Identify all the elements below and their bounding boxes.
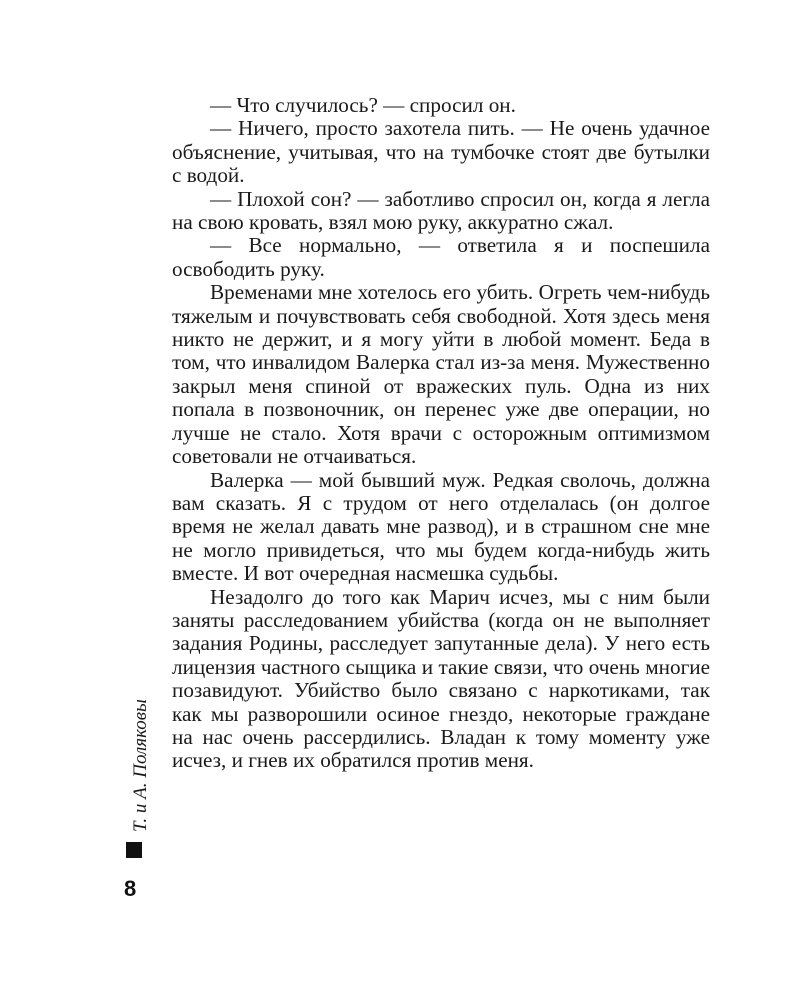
paragraph-6: Валерка — мой бывший муж. Редкая сволочь, должна вам сказать. Я с трудом от него отделалась (он долгое время не желал давать мне развод), и в страшном сне мне не могло привидеться, что мы будем когда-нибудь жить вместе. И вот очередная насмешка судьбы.	[172, 467, 710, 586]
paragraph-5: Временами мне хотелось его убить. Огреть чем-нибудь тяжелым и почувствовать себя свободной. Хотя здесь меня никто не держит, и я могу уйти в любой момент. Беда в том, что инвалидом Валерка стал из-за меня. Мужественно закрыл меня спиной от вражеских пуль. Одна из них попала в позвоночник, он перенес уже две операции, но лучше не стало. Хотя врачи с осторожным оптимизмом советовали не отчаиваться.	[172, 280, 710, 469]
paragraph-3: — Плохой сон? — заботливо спросил он, когда я легла на свою кровать, взял мою руку, аккуратно сжал.	[172, 186, 710, 235]
running-head-square-marker	[126, 842, 142, 858]
paragraph-7: Незадолго до того как Марич исчез, мы с ним были заняты расследованием убийства (когда он не выполняет задания Родины, расследует запутанные дела). У него есть лицензия частного сыщика и такие связи, что очень многие позавидуют. Убийство было связано с наркотиками, так как мы разворошили осиное гнездо, некоторые граждане на нас очень рассердились. Владан к тому моменту уже исчез, и гнев их обратился против меня.	[172, 584, 710, 773]
paragraph-4: — Все нормально, — ответила я и поспешила освободить руку.	[172, 233, 710, 281]
page-body-text	[172, 94, 710, 773]
paragraph-1: — Что случилось? — спросил он.	[210, 93, 516, 117]
page-number: 8	[124, 876, 137, 901]
running-head-author: Т. и А. Поляковы	[130, 699, 151, 832]
paragraph-2: — Ничего, просто захотела пить. — Не очень удачное объяснение, учитывая, что на тумбочке стоят две бутылки с водой.	[172, 116, 710, 188]
